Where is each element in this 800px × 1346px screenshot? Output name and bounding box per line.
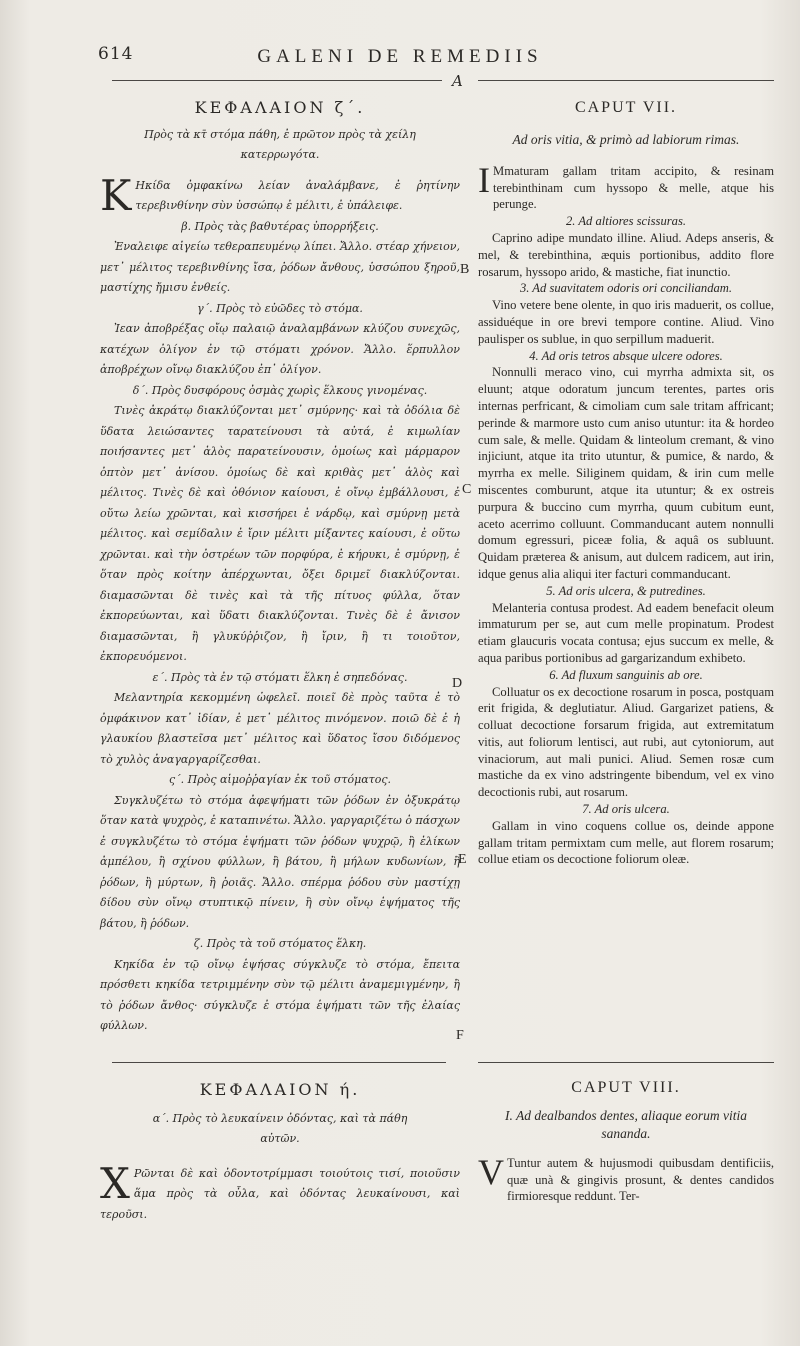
section-2-title-greek: β. Πρὸς τὰς βαθυτέρας ὑπορρήξεις. [181, 219, 379, 233]
header-rule-right [478, 80, 774, 81]
chapter-8-paragraph-greek: Χ Ρῶνται δὲ καὶ ὀδοντοτρίμμασι τοιούτοις τισί, ποιοῦσιν ἅμα πρὸς τὰ οὖλα, καὶ ὀδόντας λευκαίνουσι, καὶ τεροῦσι. [100, 1158, 460, 1221]
chapter-rule-right [478, 1062, 774, 1063]
page-number: 614 [98, 44, 134, 64]
chapter-7-heading-latin: CAPUT VII. [574, 99, 678, 116]
section-5-text-latin: Melanteria contusa prodest. Ad eadem benefacit oleum immaturum per se, aut cum melle propinatum. Prodest etiam glaucuris vocata contusa; ejus succum ex melle, & aqua paribus portionibus ad gargarizandum exhibeto. [478, 600, 774, 665]
chapter-8-subtitle-greek: α΄. Πρὸς τὸ λευκαίνειν ὀδόντας, καὶ τὰ πάθη αὐτῶν. [152, 1111, 408, 1145]
header-rule-left [112, 80, 442, 81]
section-5-title-greek: ε΄. Πρὸς τὰ ἐν τῷ στόματι ἕλκη ἐ σηπεδόνας. [152, 670, 408, 684]
greek-chapter-8 [100, 1080, 460, 1225]
greek-column [100, 98, 463, 1037]
margin-letter-c: C [462, 482, 472, 497]
section-7-text-greek: Κηκίδα ἐν τῷ οἴνῳ ἑψήσας σύγκλυζε τὸ στόμα, ἔπειτα πρόσθετι κηκίδα τετριμμένην σὺν τῷ μέλιτι ἀναμεμιγμένην, ἢ τὸ ῥόδων ἄνθος· σύγκλυζε ἐ στόμα ἑψήματι τῶν τῆς ἐλαίας φύλλων. [100, 957, 460, 1032]
section-4-text-greek: Τινὲς ἀκράτῳ διακλύζονται μετ᾽ σμύρνης· καὶ τὰ ὀδόλια δὲ ὕδατα λειώσαντες ταρατείνουσι τὰ αὐτά, ἐ κιμωλίαν ποιήσαντες μετ᾽ ἁλὸς παρατείνουσιν, ὁμοίως καὶ μάρμαρον ὀπτὸν μετ᾽ ἀνίσου. ὁμοίως δὲ καὶ κριθὰς μετ᾽ ἁλὸς καὶ μέλιτος. Τινὲς δὲ καὶ ὀθόνιον καίουσι, ἐ οἴνῳ ἐμβάλλουσι, ἐ οὕτω λείω χρῶνται, καὶ κισσήρει ἐ νάρδῳ, καὶ σμύρνῃ μετὰ μέλιτος. καὶ σεμίδαλιν ἐ ἴριν μέλιτι μίξαντες καίουσι, ἐ οὕτω χρῶνται. καὶ τὴν ὀστρέων τῶν πορφύρα, ἐ κήρυκι, ἐ σμύρνῃ, ἐ ὅταν πρὸς κοίτην ἀπέρχωνται, ὄξει δριμεῖ διακλύζονται. διαμασῶνται δὲ τινὲς καὶ τὰ τῆς πίτυος φύλλα, ὅταν ἐκπορεύωνται, καὶ ὕδατι διακλύζονται. Τινὲς δὲ ἐ ἄνισον διαμασῶνται, ἢ γλυκύῤῥιζον, ἢ ἴριν, ἢ τι τοιοῦτον, ἐκπορευόμενοι. [100, 404, 460, 663]
section-7-title-latin: 7. Ad oris ulcera. [582, 802, 670, 817]
section-3-title-latin: 3. Ad suavitatem odoris ori conciliandam. [519, 281, 733, 296]
section-6-title-latin: 6. Ad fluxum sanguinis ab ore. [549, 667, 703, 682]
chapter-8-heading-latin: CAPUT VIII. [571, 1079, 681, 1096]
chapter-8-paragraph-latin: V Tuntur autem & hujusmodi quibusdam dentificiis, quæ unà & gingivis prosunt, & dentes candidos firmioresque reddunt. Ter- [478, 1151, 774, 1204]
section-3-text-latin: Vino vetere bene olente, in quo iris maduerit, os collue, assiduéque in ore brevi tempore contine. Aliud. Vino paulisper os sublue, in quo serpillum maduerit. [478, 298, 774, 346]
latin-column [478, 100, 774, 868]
signature-mark: A [452, 72, 463, 90]
latin-chapter-8 [478, 1080, 774, 1205]
section-4-title-latin: 4. Ad oris tetros absque ulcere odores. [529, 348, 723, 363]
margin-letter-b: B [460, 262, 470, 277]
section-2-title-latin: 2. Ad altiores scissuras. [565, 214, 686, 229]
section-7-text-latin: Gallam in vino coquens collue os, deinde appone gallam tritam permixtam cum melle, aut florem rosarum; collue etiam os decoctione foliorum oleæ. [478, 818, 774, 867]
margin-letter-e: E [458, 852, 467, 867]
chapter-8-heading-greek: ΚΕΦΑΛΑΙΟΝ ή. [199, 1080, 361, 1099]
drop-cap-latin-chapter-8: V [478, 1151, 504, 1192]
section-4-title-greek: δ΄. Πρὸς δυσφόρους ὀσμὰς χωρὶς ἕλκους γινομένας. [132, 383, 428, 397]
chapter-8-subtitle-latin: I. Ad dealbandos dentes, aliaque eorum vitia sananda. [505, 1107, 747, 1141]
section-6-title-greek: ς΄. Πρὸς αἱμοῤῥαγίαν ἐκ τοῦ στόματος. [168, 773, 392, 786]
section-2-text-greek: Ἐναλειφε αἰγείω τεθεραπευμένῳ λίπει. Ἄλλο. στέαρ χήνειον, μετ᾽ μέλιτος τερεβινθίνης ἴσα, ῥόδων ἄνθους, ὑσσώπου ξηροῦ, μαστίχης ἤμισυ ἐνθείς. [100, 240, 460, 294]
drop-cap-greek: Κ [100, 170, 132, 220]
chapter-rule-left [112, 1062, 446, 1063]
section-2-text-latin: Caprino adipe mundato illine. Aliud. Adeps anseris, & mel, & terebinthina, æquis portionibus, addito flore rosarum, hyssopo arido, & mastiche, fiat inunctio. [478, 230, 774, 279]
drop-cap-greek-chapter-8: Χ [100, 1158, 130, 1208]
chapter-7-subtitle-latin: Ad oris vitia, & primò ad labiorum rimas. [512, 131, 740, 147]
intro-paragraph-latin: I Mmaturam gallam tritam accipito, & resinam terebinthinam cum hyssopo & melle, atque his perunge. [478, 159, 774, 212]
section-3-text-greek: Ἰεαν ἀποβρέξας οἴῳ παλαιῷ ἀναλαμβάνων κλύζου συνεχῶς, κατέχων ὀλίγον ἐν τῷ στόματι χρόνον. Ἄλλο. ἕρπυλλον ἀποβρέχων οἴνῳ διακλύζου ἐπ᾽ ὀλίγον. [100, 322, 460, 376]
chapter-7-heading-greek: ΚΕΦΑΛΑΙΟΝ ζ΄. [194, 98, 366, 117]
section-7-title-greek: ζ. Πρὸς τὰ τοῦ στόματος ἕλκη. [193, 937, 367, 950]
section-3-title-greek: γ΄. Πρὸς τὸ εὐῶδες τὸ στόμα. [197, 301, 363, 315]
section-4-text-latin: Nonnulli meraco vino, cui myrrha admixta sit, os eluunt; atque odoratum juncum terentes, partes oris internas perfricant, & cimoliam cum sale tritam affricant; perinde & marmore usto cum aniso utuntur: ita & hordeo cum sale, & melle. Quidam & linteolum cremant, & vino injiciunt, atque ita trito utuntur, & pumice, & nardo, & myrrha ex melle. Siliginem quidam, & irin cum melle miscentes comburunt, atque ita utuntur; & ex ostreis purpura & buccino cum myrrha, quum cubitum eunt, aceto acerrimo colluunt. Commanducant autem nonnulli domum egressuri, piceæ folia, & aquâ os subluunt. Quidam præterea & anisum, aut dulcem radicem, aut irin, idque genus alia aliqui iter facturi commanducant. [478, 365, 774, 581]
section-5-title-latin: 5. Ad oris ulcera, & putredines. [546, 583, 706, 598]
section-6-text-greek: Συγκλυζέτω τὸ στόμα ἀφεψήματι τῶν ῥόδων ἐν ὀξυκράτῳ ὅταν κατὰ ψυχρὸς, ἐ καταπινέτω. Ἄλλο. γαργαριζέτω ὁ πάσχων ἐ συγκλυζέτω τὸ στόμα ἑψήματι τῶν ῥόδων ψυχρῷ, ἢ ἑλίκων ἀμπέλου, ἢ σχίνου φύλλων, ἢ βάτου, ἢ μήλων κυδωνίων, ἢ ῥόδων, ἢ μύρτων, ἢ ῥοιᾶς. Ἄλλο. σπέρμα ῥόδου σὺν μαστίχῃ δίδου σὺν οἴνῳ στυπτικῷ πίνειν, ἢ σὺν οἴνῳ ἑψήματος τῆς βάτου, ἢ ῥόδων. [100, 793, 460, 930]
margin-letter-d: D [452, 676, 463, 691]
drop-cap-latin: I [478, 159, 490, 200]
margin-letter-f: F [456, 1028, 464, 1043]
section-6-text-latin: Colluatur os ex decoctione rosarum in posca, postquam erit frigida, & deglutiatur. Aliud. Gargarizet patiens, & colluat decoctione forsarum frigida, aut extremitatum vitis, aut foliorum lentisci, aut rubi, aut cytoniorum, aut vinaciorum, aut mali punici. Aliud. Semen rosæ cum mastiche da ex vino adstringente bibendum, vel ex vino decoctionis rubi, aut rosarum. [478, 684, 774, 800]
section-5-text-greek: Μελαντηρία κεκομμένη ὠφελεῖ. ποιεῖ δὲ πρὸς ταῦτα ἐ τὸ ὀμφάκινον κατ᾽ ἰδίαν, ἐ μετ᾽ μέλιτος πινόμενον. ποιῶ δὲ ἐ ἡ γλαυκίου βλαστεῖσα μετ᾽ μέλιτος καὶ ὕδατος ἴσου διδόμενος τὸ χυλὸς ἀναγαργαρίζεσθαι. [100, 691, 460, 766]
intro-paragraph-greek: Κ Ηκίδα ὀμφακίνω λείαν ἀναλάμβανε, ἐ ῥητίνην τερεβινθίνην σὺν ὑσσώπῳ ἐ μέλιτι, ἐ ὑπάλειφε. [100, 170, 460, 220]
chapter-7-subtitle-greek: Πρὸς τὰ κτ̄ στόμα πάθη, ἐ πρῶτον πρὸς τὰ χείλη κατερρωγότα. [144, 127, 416, 161]
running-title: GALENI DE REMEDIIS [257, 46, 543, 67]
